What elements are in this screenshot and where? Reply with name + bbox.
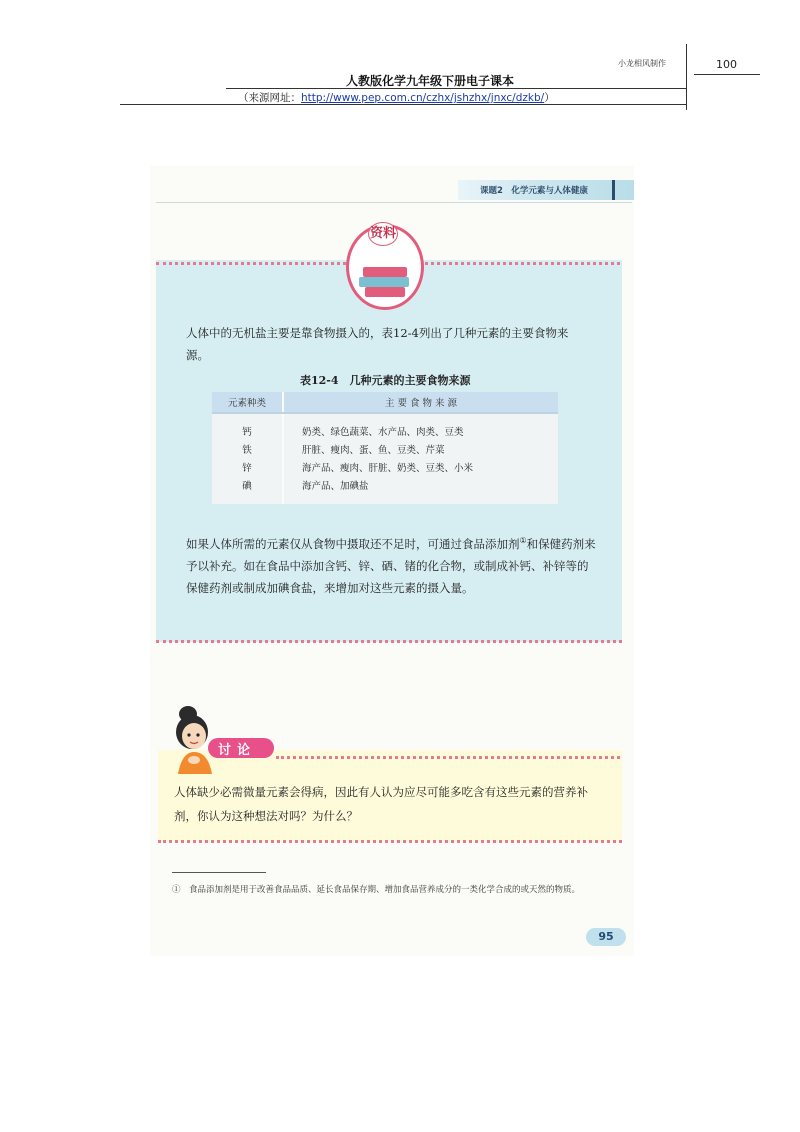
dotted-border — [276, 756, 620, 759]
element-column — [212, 413, 283, 504]
header-rule — [120, 104, 686, 105]
chapter-bar — [612, 180, 615, 200]
footnote: ① 食品添加剂是用于改善食品品质、延长食品保存期、增加食品营养成分的一类化学合成的或天然的物质。 — [172, 885, 581, 895]
dotted-border — [156, 262, 346, 265]
element-cell: 碘 — [242, 481, 252, 492]
sources-cell: 海产品、加碘盐 — [302, 481, 369, 492]
paragraph-text: 如果人体所需的元素仅从食物中摄取还不足时，可通过食品添加剂 — [186, 536, 520, 551]
footnote-marker: ① — [519, 536, 527, 545]
sources-cell: 奶类、绿色蔬菜、水产品、肉类、豆类 — [302, 427, 464, 438]
page-top-line — [156, 202, 632, 203]
supplement-paragraph — [186, 530, 598, 599]
source-prefix: （来源网址： — [238, 92, 301, 104]
food-source-table — [212, 392, 558, 504]
header-rule — [694, 74, 760, 75]
info-stamp: 资料 — [368, 222, 398, 246]
dotted-border — [156, 640, 622, 643]
header-divider — [686, 44, 687, 110]
dotted-border — [420, 262, 620, 265]
element-cell: 锌 — [242, 463, 252, 474]
header-rule — [226, 88, 686, 89]
table-title: 表12-4 几种元素的主要食物来源 — [300, 374, 471, 387]
sources-cell: 肝脏、瘦肉、蛋、鱼、豆类、芹菜 — [302, 445, 445, 456]
element-cell: 铁 — [242, 445, 252, 456]
sources-cell: 海产品、瘦肉、肝脏、奶类、豆类、小米 — [302, 463, 474, 474]
document-title: 人教版化学九年级下册电子课本 — [345, 74, 514, 88]
dotted-border — [158, 840, 622, 843]
element-cell: 钙 — [242, 427, 252, 438]
discussion-question: 人体缺少必需微量元素会得病，因此有人认为应尽可能多吃含有这些元素的营养补剂，你认为这种想法对吗？为什么？ — [174, 785, 588, 823]
source-suffix: ） — [544, 92, 555, 104]
table-header-element: 元素种类 — [212, 392, 283, 413]
discussion-label: 讨论 — [218, 743, 257, 758]
source-link[interactable]: http://www.pep.com.cn/czhx/jshzhx/jnxc/dzkb/ — [301, 92, 545, 104]
intro-paragraph: 人体中的无机盐主要是靠食物摄入的，表12-4列出了几种元素的主要食物来源。 — [186, 326, 569, 362]
author-credit: 小龙相风制作 — [618, 59, 666, 68]
chapter-title: 课题2 化学元素与人体健康 — [480, 186, 588, 196]
sources-column — [283, 413, 558, 504]
document-page-number: 100 — [716, 58, 737, 71]
footnote-rule — [172, 872, 266, 873]
paragraph-text: 和保健药剂来予以补充。如在食品中添加含钙、锌、硒、锗的化合物，或制成补钙、补锌等的保健药剂或制成加碘食盐，来增加对这些元素的摄入量。 — [186, 536, 596, 595]
textbook-page — [150, 166, 634, 956]
book-page-number: 95 — [586, 928, 626, 946]
source-line — [238, 90, 555, 105]
table-header-sources: 主 要 食 物 来 源 — [283, 392, 558, 413]
